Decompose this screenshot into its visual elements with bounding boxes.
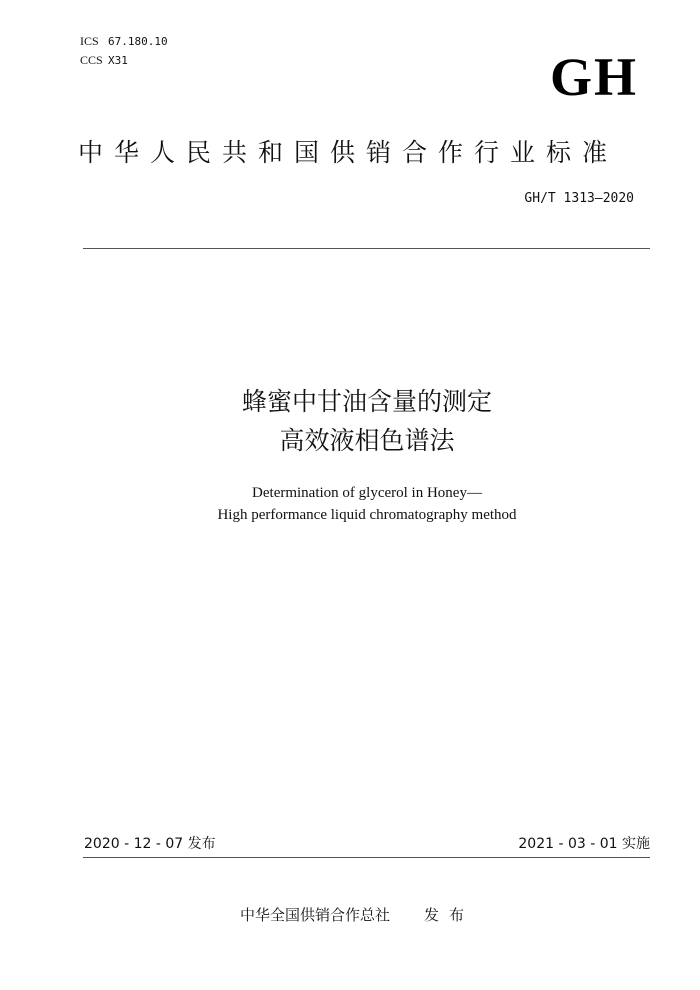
ccs-value: X31 <box>108 54 128 67</box>
ics-label: ICS <box>80 34 99 48</box>
title-cn-line1: 蜂蜜中甘油含量的测定 <box>241 387 492 416</box>
implement-date: 2021 - 03 - 01 实施 <box>518 836 650 852</box>
gh-logo: GH <box>549 47 638 107</box>
title-en-line2: High performance liquid chromatography method <box>217 507 517 523</box>
title-cn-line2: 高效液相色谱法 <box>279 426 455 455</box>
publisher-line <box>240 905 474 925</box>
publish-date: 2020 - 12 - 07 发布 <box>84 836 216 852</box>
header-divider <box>83 248 650 249</box>
ccs-classification <box>80 53 128 68</box>
ics-classification <box>80 34 168 49</box>
footer-divider <box>83 857 650 858</box>
standard-category-title: 中华人民共和国供销合作行业标准 <box>78 138 619 167</box>
ccs-label: CCS <box>80 53 103 67</box>
title-en-line1: Determination of glycerol in Honey— <box>252 485 482 501</box>
publisher-name: 中华全国供销合作总社 <box>240 906 391 924</box>
ics-value: 67.180.10 <box>108 35 168 48</box>
standard-number: GH/T 1313—2020 <box>524 191 634 206</box>
publisher-action: 发布 <box>424 906 475 924</box>
